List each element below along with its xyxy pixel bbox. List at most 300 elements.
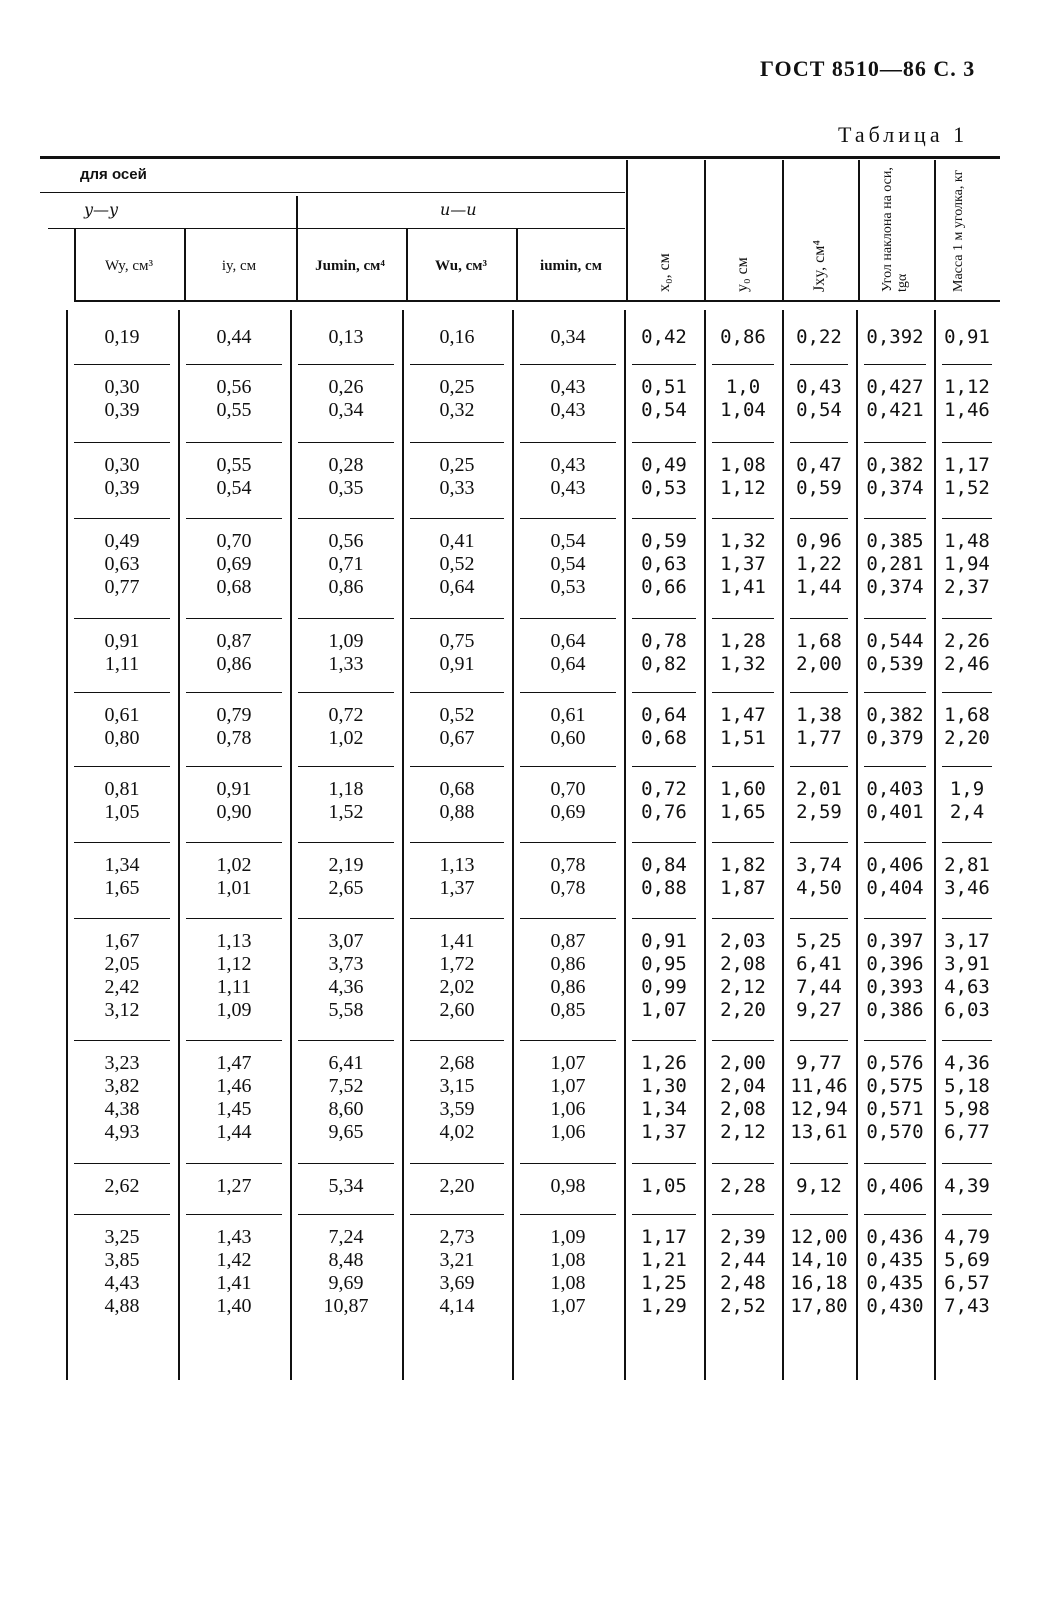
table-cell-value: 0,41 (439, 530, 475, 552)
table-cell-value: 3,91 (944, 953, 990, 975)
table-cell-iumin (512, 704, 624, 750)
table-cell-tg (856, 1052, 934, 1144)
table-cell-value: 0,88 (439, 801, 475, 823)
group-separator (712, 692, 774, 693)
table-cell-value: 1,72 (439, 953, 475, 975)
group-separator (520, 1163, 616, 1164)
table-cell-value: 0,64 (439, 576, 475, 598)
table-cell-value: 17,80 (790, 1295, 848, 1317)
table-cell-value: 2,19 (328, 854, 364, 876)
table-cell-value: 0,76 (641, 801, 687, 823)
table-cell-value: 1,12 (944, 376, 990, 398)
table-cell-jumin (290, 530, 402, 599)
table-cell-value: 4,93 (104, 1121, 140, 1143)
table-cell-iy (178, 1052, 290, 1144)
table-cell-value: 0,43 (796, 376, 842, 398)
table-cell-y0 (704, 1226, 782, 1318)
group-separator (74, 842, 170, 843)
table-cell-iy (178, 376, 290, 422)
table-cell-iy (178, 630, 290, 676)
table-cell-value: 0,90 (216, 801, 252, 823)
table-cell-value: 0,61 (550, 704, 586, 726)
table-cell-value: 0,396 (866, 953, 924, 975)
table-cell-value: 0,49 (104, 530, 140, 552)
group-separator (410, 918, 504, 919)
table-cell-value: 3,82 (104, 1075, 140, 1097)
table-cell-value: 1,40 (216, 1295, 252, 1317)
table-cell-iumin (512, 630, 624, 676)
table-cell-value: 0,406 (866, 854, 924, 876)
table-cell-value: 0,82 (641, 653, 687, 675)
table-cell-jumin (290, 854, 402, 900)
group-separator (520, 842, 616, 843)
group-separator (712, 442, 774, 443)
table-cell-value: 0,13 (328, 326, 364, 348)
group-separator (942, 1163, 992, 1164)
table-cell-value: 0,70 (216, 530, 252, 552)
table-cell-value: 2,05 (104, 953, 140, 975)
group-separator (790, 364, 848, 365)
table-cell-iumin (512, 1175, 624, 1198)
table-cell-value: 0,54 (641, 399, 687, 421)
table-cell-x0 (624, 778, 704, 824)
table-cell-value: 0,91 (641, 930, 687, 952)
table-cell-value: 0,68 (216, 576, 252, 598)
axes-label: для осей (80, 166, 147, 183)
group-separator (712, 1040, 774, 1041)
table-cell-tg (856, 326, 934, 349)
table-cell-value: 0,374 (866, 576, 924, 598)
table-cell-jxy (782, 1175, 856, 1198)
table-cell-value: 2,00 (796, 653, 842, 675)
table-cell-wu (402, 630, 512, 676)
table-cell-tg (856, 930, 934, 1022)
table-cell-value: 4,36 (328, 976, 364, 998)
table-cell-value: 1,52 (944, 477, 990, 499)
table-cell-value: 0,281 (866, 553, 924, 575)
table-cell-value: 5,25 (796, 930, 842, 952)
table-cell-mass (934, 854, 1000, 900)
table-cell-value: 0,539 (866, 653, 924, 675)
column-header-jumin: Jumin, см⁴ (315, 258, 385, 274)
table-cell-value: 0,60 (550, 727, 586, 749)
table-cell-value: 0,96 (796, 530, 842, 552)
table-cell-value: 2,04 (720, 1075, 766, 1097)
table-cell-wu (402, 326, 512, 349)
table-cell-value: 6,77 (944, 1121, 990, 1143)
group-separator (298, 518, 394, 519)
table-cell-value: 0,64 (550, 630, 586, 652)
table-cell-value: 1,17 (641, 1226, 687, 1248)
group-separator (298, 364, 394, 365)
table-cell-value: 4,50 (796, 877, 842, 899)
table-cell-value: 1,07 (550, 1295, 586, 1317)
table-cell-value: 1,02 (216, 854, 252, 876)
table-cell-value: 1,07 (550, 1075, 586, 1097)
header-vline (626, 160, 628, 302)
table-cell-value: 0,576 (866, 1052, 924, 1074)
table-cell-value: 0,91 (104, 630, 140, 652)
table-cell-value: 0,435 (866, 1272, 924, 1294)
table-cell-value: 1,26 (641, 1052, 687, 1074)
table-cell-value: 1,09 (328, 630, 364, 652)
group-separator (942, 766, 992, 767)
table-cell-value: 0,34 (328, 399, 364, 421)
table-cell-value: 0,382 (866, 454, 924, 476)
table-cell-value: 2,44 (720, 1249, 766, 1271)
table-cell-value: 0,98 (550, 1175, 586, 1197)
table-cell-mass (934, 930, 1000, 1022)
group-separator (410, 766, 504, 767)
group-separator (298, 1214, 394, 1215)
table-cell-value: 1,82 (720, 854, 766, 876)
table-label: Таблица 1 (838, 122, 969, 147)
table-cell-value: 2,81 (944, 854, 990, 876)
table-cell-value: 14,10 (790, 1249, 848, 1271)
table-cell-value: 0,42 (641, 326, 687, 348)
table-cell-x0 (624, 930, 704, 1022)
table-cell-value: 11,46 (790, 1075, 848, 1097)
table-cell-value: 1,9 (949, 778, 985, 800)
column-header-y0: y₀ см (734, 257, 751, 292)
table-cell-value: 1,25 (641, 1272, 687, 1294)
group-separator (632, 1163, 696, 1164)
group-separator (520, 692, 616, 693)
table-cell-value: 0,39 (104, 399, 140, 421)
table-cell-value: 0,55 (216, 399, 252, 421)
table-cell-value: 6,41 (796, 953, 842, 975)
group-separator (790, 918, 848, 919)
table-cell-value: 0,392 (866, 326, 924, 348)
table-cell-value: 1,30 (641, 1075, 687, 1097)
table-cell-iy (178, 930, 290, 1022)
table-cell-value: 0,575 (866, 1075, 924, 1097)
table-cell-value: 5,18 (944, 1075, 990, 1097)
table-cell-iumin (512, 854, 624, 900)
group-separator (298, 842, 394, 843)
table-cell-value: 1,33 (328, 653, 364, 675)
table-cell-value: 2,03 (720, 930, 766, 952)
table-cell-value: 3,74 (796, 854, 842, 876)
group-separator (410, 1214, 504, 1215)
table-cell-value: 2,02 (439, 976, 475, 998)
table-cell-value: 0,64 (550, 653, 586, 675)
table-cell-value: 3,69 (439, 1272, 475, 1294)
table-cell-value: 2,08 (720, 953, 766, 975)
table-cell-x0 (624, 326, 704, 349)
table-cell-value: 0,78 (641, 630, 687, 652)
group-separator (298, 692, 394, 693)
table-cell-value: 0,84 (641, 854, 687, 876)
table-cell-iy (178, 1226, 290, 1318)
group-separator (520, 618, 616, 619)
table-cell-value: 7,43 (944, 1295, 990, 1317)
table-cell-value: 1,05 (641, 1175, 687, 1197)
table-cell-value: 1,22 (796, 553, 842, 575)
table-cell-x0 (624, 630, 704, 676)
table-cell-jxy (782, 1226, 856, 1318)
group-separator (298, 618, 394, 619)
table-cell-value: 4,38 (104, 1098, 140, 1120)
table-cell-value: 0,53 (550, 576, 586, 598)
group-separator (942, 918, 992, 919)
group-separator (186, 692, 282, 693)
group-separator (712, 842, 774, 843)
table-cell-value: 0,75 (439, 630, 475, 652)
table-cell-value: 1,34 (641, 1098, 687, 1120)
table-cell-x0 (624, 454, 704, 500)
group-separator (864, 692, 926, 693)
group-separator (410, 518, 504, 519)
table-cell-jumin (290, 704, 402, 750)
group-separator (410, 364, 504, 365)
table-cell-value: 3,17 (944, 930, 990, 952)
group-separator (410, 842, 504, 843)
table-cell-value: 1,47 (216, 1052, 252, 1074)
column-header-iumin: iumin, см (540, 258, 602, 274)
table-cell-value: 1,18 (328, 778, 364, 800)
group-separator (942, 442, 992, 443)
table-cell-wu (402, 454, 512, 500)
group-rule (48, 228, 625, 229)
table-cell-value: 3,73 (328, 953, 364, 975)
group-separator (186, 918, 282, 919)
table-cell-wu (402, 376, 512, 422)
table-cell-value: 0,56 (216, 376, 252, 398)
group-separator (632, 918, 696, 919)
table-cell-iumin (512, 930, 624, 1022)
table-cell-value: 13,61 (790, 1121, 848, 1143)
group-separator (790, 618, 848, 619)
table-cell-value: 2,20 (439, 1175, 475, 1197)
table-cell-value: 1,48 (944, 530, 990, 552)
table-cell-value: 0,95 (641, 953, 687, 975)
table-cell-wy (66, 778, 178, 824)
table-cell-value: 1,77 (796, 727, 842, 749)
table-cell-mass (934, 530, 1000, 599)
table-cell-y0 (704, 1052, 782, 1144)
group-separator (74, 692, 170, 693)
table-cell-value: 2,52 (720, 1295, 766, 1317)
table-cell-jxy (782, 454, 856, 500)
group-separator (632, 518, 696, 519)
table-cell-jxy (782, 630, 856, 676)
table-cell-tg (856, 704, 934, 750)
table-cell-value: 0,404 (866, 877, 924, 899)
table-cell-value: 3,21 (439, 1249, 475, 1271)
table-cell-value: 0,39 (104, 477, 140, 499)
table-cell-value: 1,11 (104, 653, 140, 675)
table-cell-jxy (782, 326, 856, 349)
table-cell-jxy (782, 376, 856, 422)
table-cell-y0 (704, 530, 782, 599)
table-cell-value: 0,44 (216, 326, 252, 348)
table-cell-wy (66, 704, 178, 750)
table-cell-y0 (704, 454, 782, 500)
table-cell-value: 0,71 (328, 553, 364, 575)
group-uu-label: u—u (440, 200, 477, 219)
group-separator (520, 918, 616, 919)
table-cell-y0 (704, 1175, 782, 1198)
table-cell-wy (66, 854, 178, 900)
table-cell-y0 (704, 376, 782, 422)
table-cell-value: 0,77 (104, 576, 140, 598)
table-cell-value: 0,59 (641, 530, 687, 552)
group-separator (790, 1214, 848, 1215)
table-cell-value: 3,23 (104, 1052, 140, 1074)
group-separator (410, 1040, 504, 1041)
table-cell-value: 0,53 (641, 477, 687, 499)
table-cell-value: 1,68 (796, 630, 842, 652)
table-cell-mass (934, 778, 1000, 824)
column-header-wy: Wy, см³ (105, 258, 153, 274)
table-cell-value: 0,54 (216, 477, 252, 499)
header-vline (74, 228, 76, 302)
table-cell-value: 4,88 (104, 1295, 140, 1317)
group-separator (864, 518, 926, 519)
table-cell-value: 0,382 (866, 704, 924, 726)
table-cell-value: 0,87 (216, 630, 252, 652)
table-cell-tg (856, 1175, 934, 1198)
table-cell-value: 2,12 (720, 976, 766, 998)
table-cell-value: 10,87 (323, 1295, 369, 1317)
table-cell-value: 1,0 (725, 376, 761, 398)
table-cell-value: 1,44 (216, 1121, 252, 1143)
table-cell-value: 0,49 (641, 454, 687, 476)
table-cell-value: 1,46 (216, 1075, 252, 1097)
table-cell-value: 0,374 (866, 477, 924, 499)
table-cell-wu (402, 1052, 512, 1144)
table-cell-value: 9,69 (328, 1272, 364, 1294)
table-cell-value: 1,07 (550, 1052, 586, 1074)
group-separator (864, 618, 926, 619)
table-cell-value: 0,435 (866, 1249, 924, 1271)
table-cell-value: 1,37 (641, 1121, 687, 1143)
group-separator (74, 766, 170, 767)
table-cell-mass (934, 376, 1000, 422)
table-cell-value: 1,12 (720, 477, 766, 499)
table-cell-jxy (782, 704, 856, 750)
group-separator (712, 918, 774, 919)
table-cell-value: 0,393 (866, 976, 924, 998)
table-cell-value: 0,406 (866, 1175, 924, 1197)
table-cell-value: 0,43 (550, 376, 586, 398)
group-separator (712, 618, 774, 619)
table-cell-value: 0,35 (328, 477, 364, 499)
table-cell-jxy (782, 778, 856, 824)
table-cell-jumin (290, 454, 402, 500)
table-cell-value: 1,44 (796, 576, 842, 598)
table-cell-value: 4,36 (944, 1052, 990, 1074)
group-separator (942, 1214, 992, 1215)
table-cell-value: 0,430 (866, 1295, 924, 1317)
table-cell-value: 0,54 (796, 399, 842, 421)
table-cell-iy (178, 854, 290, 900)
table-cell-wy (66, 630, 178, 676)
table-cell-value: 1,41 (216, 1272, 252, 1294)
table-cell-value: 1,32 (720, 530, 766, 552)
table-cell-value: 2,48 (720, 1272, 766, 1294)
table-cell-value: 1,08 (550, 1249, 586, 1271)
table-cell-wy (66, 930, 178, 1022)
table-cell-y0 (704, 854, 782, 900)
table-cell-value: 3,59 (439, 1098, 475, 1120)
table-cell-mass (934, 1052, 1000, 1144)
table-cell-value: 2,46 (944, 653, 990, 675)
table-cell-value: 1,41 (439, 930, 475, 952)
table-cell-x0 (624, 1226, 704, 1318)
table-cell-wy (66, 1226, 178, 1318)
header-vline (934, 160, 936, 302)
table-cell-wy (66, 376, 178, 422)
table-cell-value: 0,86 (550, 953, 586, 975)
group-separator (298, 766, 394, 767)
table-cell-value: 0,30 (104, 376, 140, 398)
table-top-rule (40, 156, 1000, 159)
table-cell-wu (402, 704, 512, 750)
group-separator (74, 1040, 170, 1041)
table-cell-mass (934, 454, 1000, 500)
header-vline (516, 228, 518, 302)
group-separator (74, 1214, 170, 1215)
table-cell-value: 2,60 (439, 999, 475, 1021)
group-separator (410, 692, 504, 693)
table-cell-value: 7,52 (328, 1075, 364, 1097)
page-header-title: ГОСТ 8510—86 С. 3 (760, 56, 976, 81)
table-cell-tg (856, 630, 934, 676)
group-separator (186, 518, 282, 519)
table-cell-value: 1,51 (720, 727, 766, 749)
group-separator (712, 1214, 774, 1215)
table-cell-value: 2,01 (796, 778, 842, 800)
group-separator (632, 842, 696, 843)
table-cell-jumin (290, 930, 402, 1022)
table-cell-value: 0,86 (216, 653, 252, 675)
table-cell-value: 0,403 (866, 778, 924, 800)
group-separator (942, 518, 992, 519)
group-separator (790, 766, 848, 767)
table-cell-iy (178, 704, 290, 750)
table-cell-jxy (782, 854, 856, 900)
table-cell-jumin (290, 1052, 402, 1144)
table-cell-value: 1,42 (216, 1249, 252, 1271)
table-cell-value: 1,38 (796, 704, 842, 726)
group-separator (298, 1040, 394, 1041)
table-cell-iumin (512, 376, 624, 422)
table-cell-value: 0,421 (866, 399, 924, 421)
group-separator (712, 518, 774, 519)
column-header-iy: iy, см (221, 258, 257, 274)
table-cell-value: 2,59 (796, 801, 842, 823)
table-cell-value: 0,81 (104, 778, 140, 800)
table-cell-value: 1,52 (328, 801, 364, 823)
table-cell-iumin (512, 778, 624, 824)
table-cell-value: 1,37 (720, 553, 766, 575)
table-cell-iumin (512, 454, 624, 500)
table-cell-jxy (782, 530, 856, 599)
table-cell-value: 7,44 (796, 976, 842, 998)
table-cell-value: 0,436 (866, 1226, 924, 1248)
table-cell-value: 3,85 (104, 1249, 140, 1271)
table-cell-value: 1,34 (104, 854, 140, 876)
table-cell-value: 2,39 (720, 1226, 766, 1248)
table-cell-value: 2,62 (104, 1175, 140, 1197)
table-cell-value: 0,51 (641, 376, 687, 398)
table-cell-value: 0,47 (796, 454, 842, 476)
table-cell-tg (856, 454, 934, 500)
table-cell-iumin (512, 1226, 624, 1318)
table-cell-value: 0,19 (104, 326, 140, 348)
